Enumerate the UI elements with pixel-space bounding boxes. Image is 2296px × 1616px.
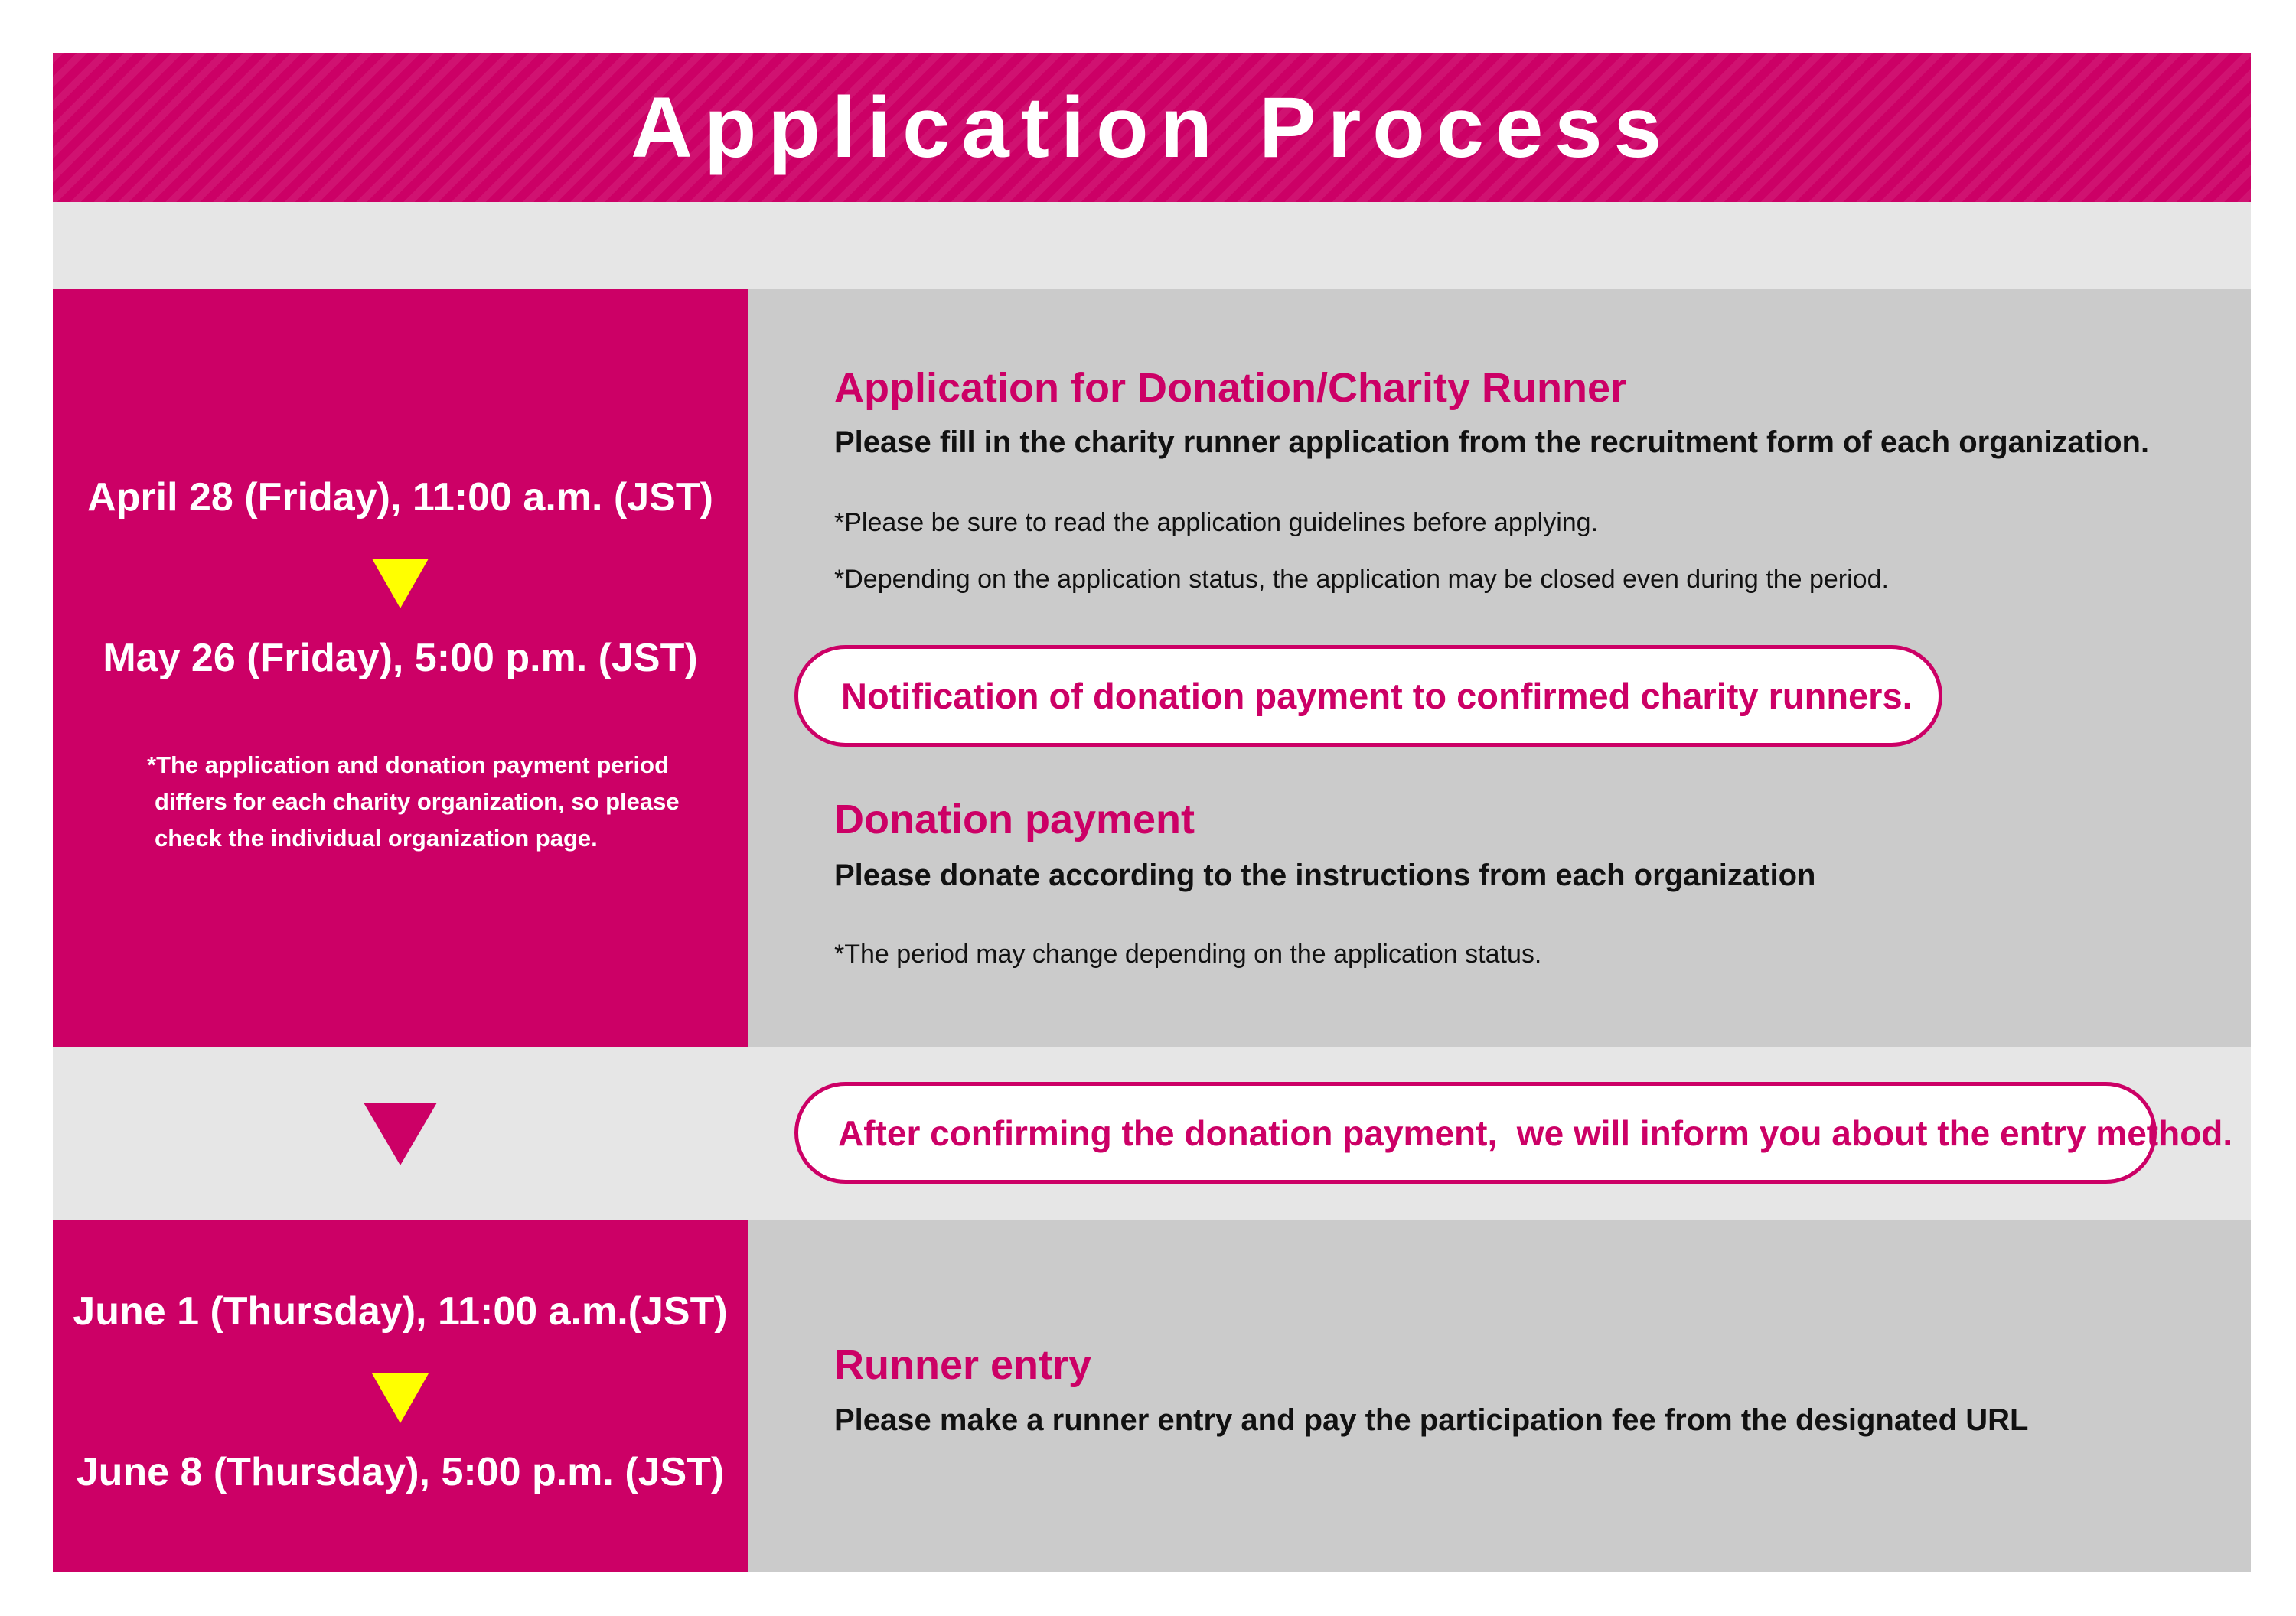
application-note-1: *Please be sure to read the application guidelines before applying. (834, 508, 1599, 537)
page-title: Application Process (631, 80, 1673, 175)
confirm-pill-text: After confirming the donation payment, we will inform you about the entry method. (838, 1113, 2233, 1153)
steps-2-panel (748, 1220, 2251, 1572)
period-1-start: April 28 (Friday), 11:00 a.m. (JST) (87, 475, 713, 520)
spacer-strip-top (53, 202, 2251, 289)
entry-text: Please make a runner entry and pay the participation fee from the designated URL (834, 1403, 2029, 1437)
period-1-note-line: differs for each charity organization, so please (155, 788, 680, 815)
down-arrow-yellow-icon (372, 559, 429, 608)
donation-text: Please donate according to the instructions from each organization (834, 858, 1816, 892)
confirm-pill (794, 1082, 2233, 1184)
down-arrow-yellow-icon (372, 1373, 429, 1423)
period-1-note-line: check the individual organization page. (155, 825, 598, 852)
application-text: Please fill in the charity runner application from the recruitment form of each organization. (834, 425, 2150, 459)
period-2-end: June 8 (Thursday), 5:00 p.m. (JST) (76, 1450, 725, 1494)
down-arrow-pink-icon (364, 1103, 437, 1165)
application-note-2: *Depending on the application status, the application may be closed even during the period. (834, 565, 1889, 594)
period-1-end: May 26 (Friday), 5:00 p.m. (JST) (103, 636, 698, 680)
entry-heading: Runner entry (834, 1342, 1092, 1388)
period-2-start: June 1 (Thursday), 11:00 a.m.(JST) (73, 1289, 728, 1334)
donation-heading: Donation payment (834, 797, 1195, 842)
notification-pill-text: Notification of donation payment to confirmed charity runners. (841, 676, 1913, 716)
notification-pill (794, 645, 1942, 747)
period-1-note-line: *The application and donation payment period (147, 751, 670, 778)
period-1-note (147, 747, 680, 857)
application-heading: Application for Donation/Charity Runner (834, 365, 1626, 411)
title-banner (53, 53, 2251, 202)
donation-note: *The period may change depending on the application status. (834, 940, 1542, 969)
